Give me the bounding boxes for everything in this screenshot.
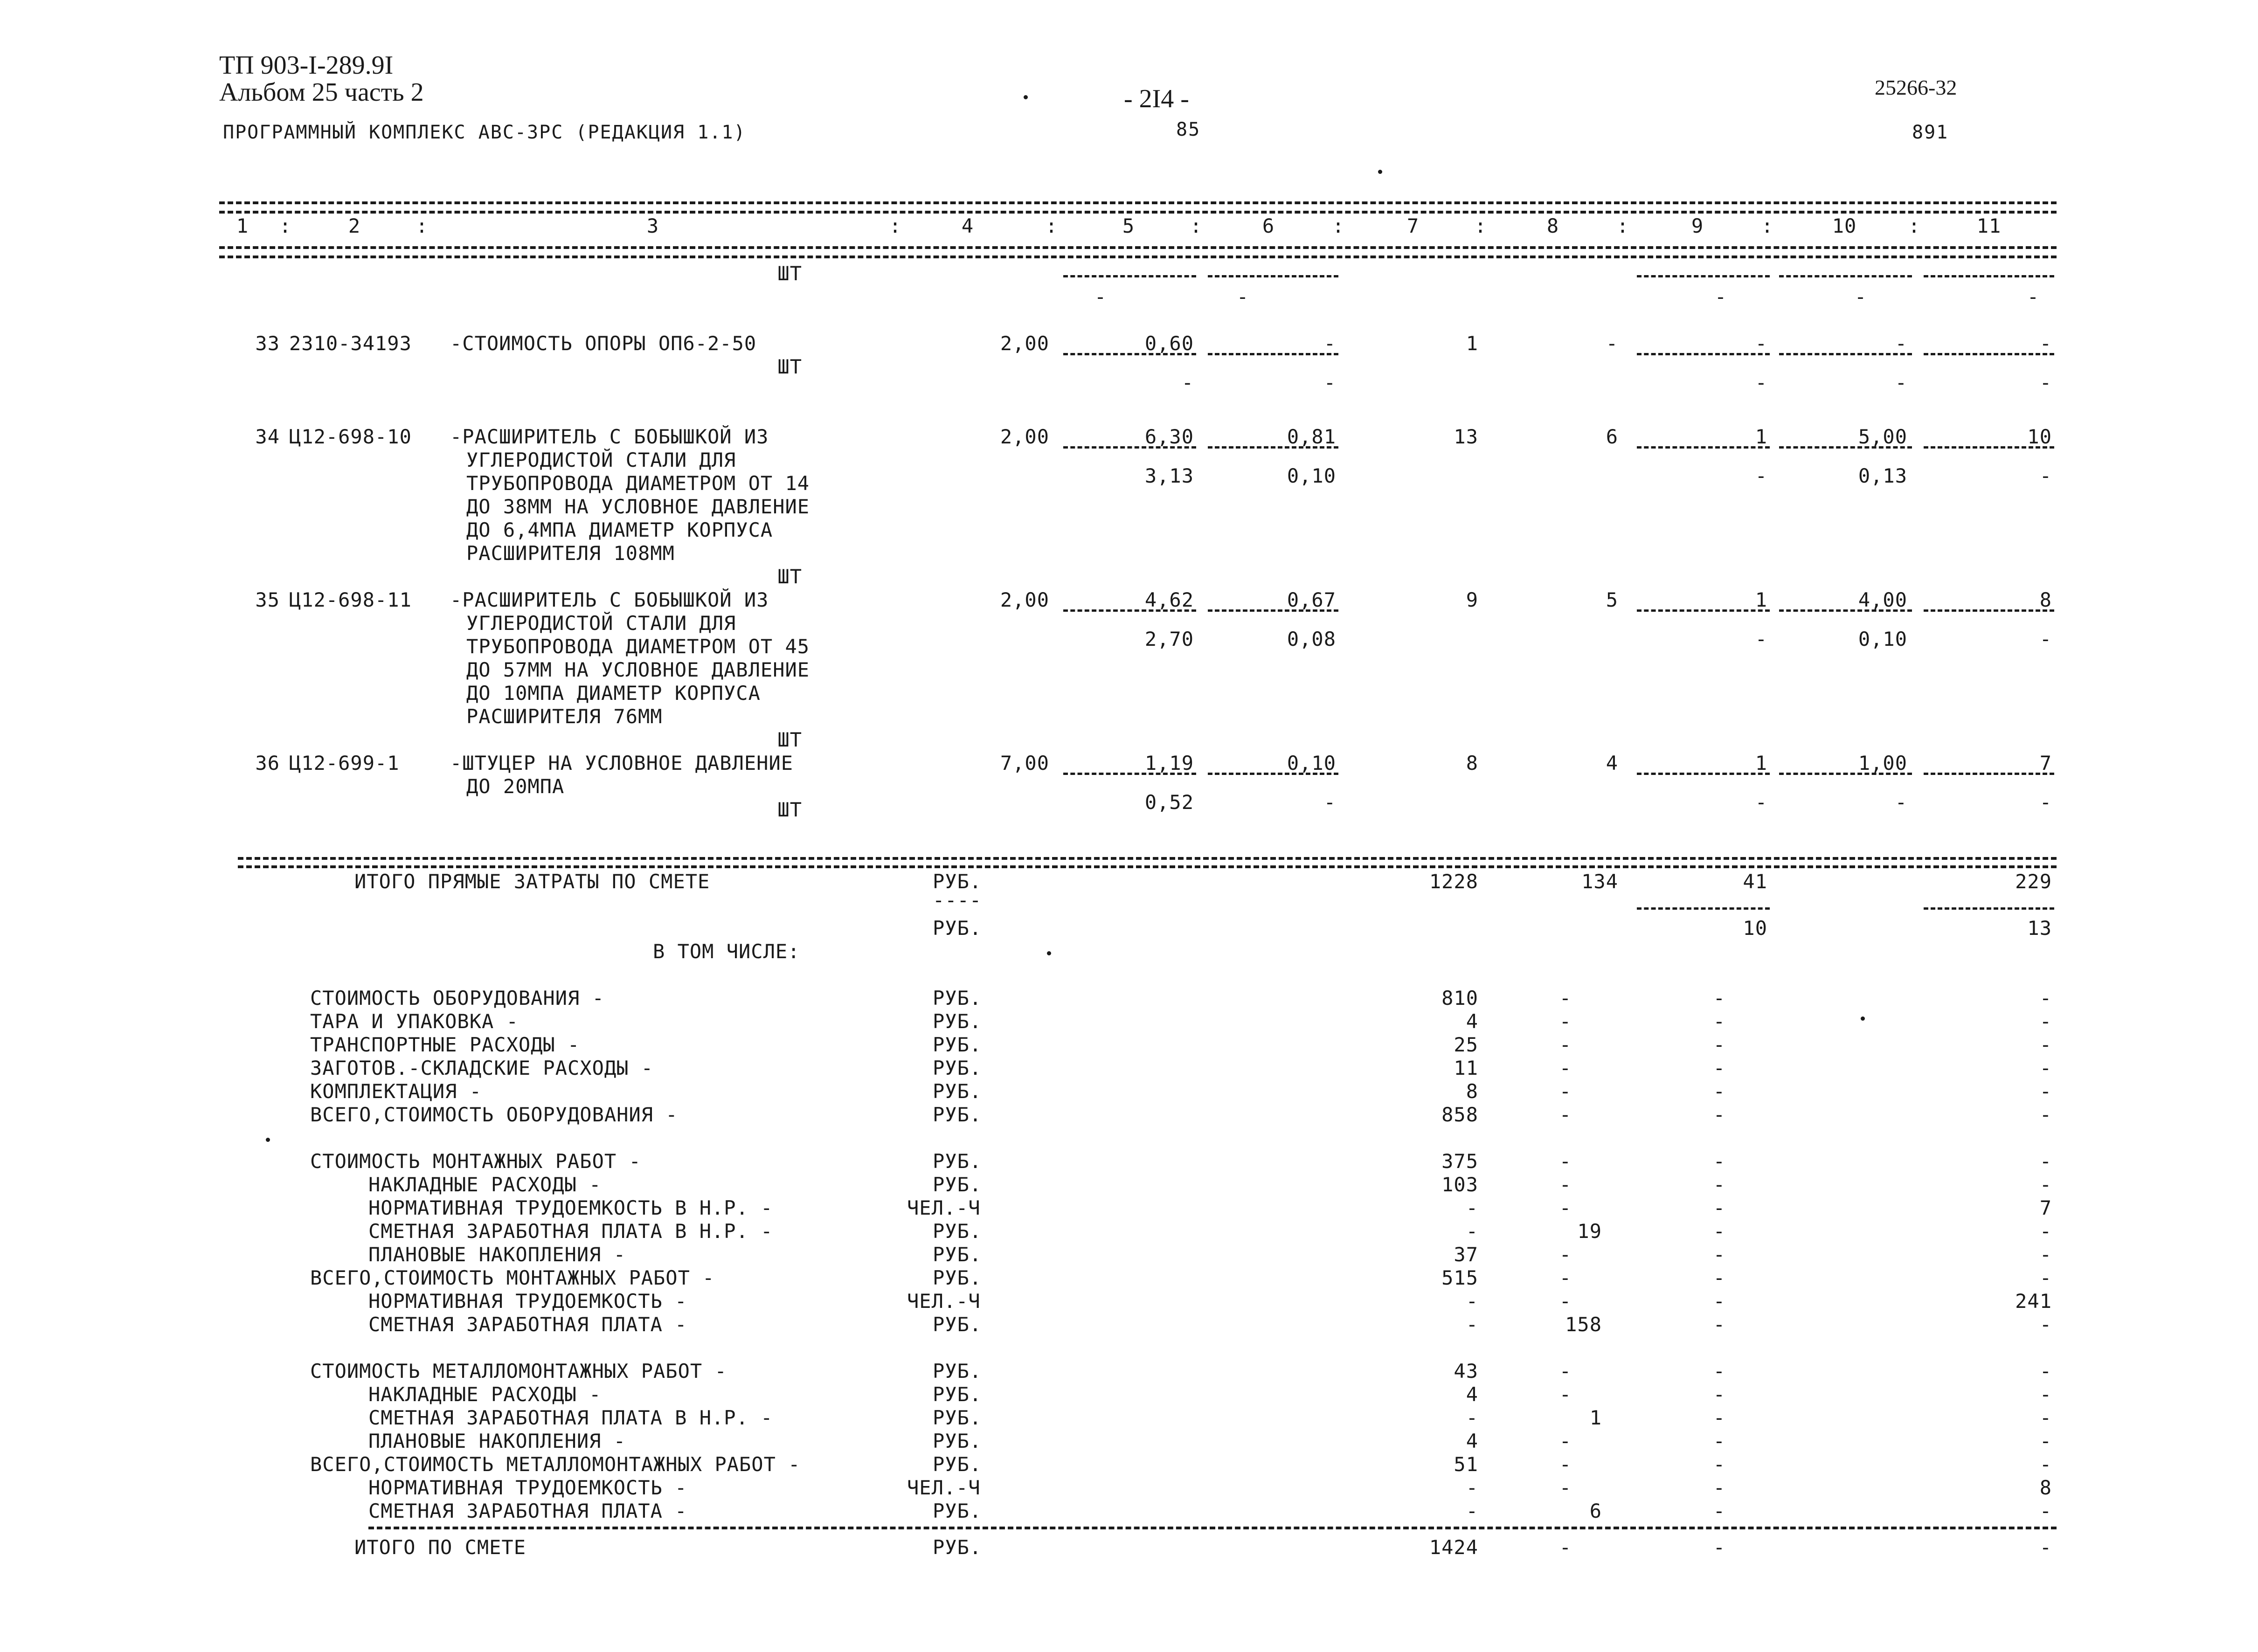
item-cost-total: 9 <box>1466 588 1478 611</box>
item-price-machines: 0,81 <box>1287 425 1336 448</box>
item-price-machines: 0,67 <box>1287 588 1336 611</box>
summary-total: 4 <box>1466 1010 1478 1033</box>
summary-labor: - <box>2039 987 2052 1009</box>
column-separator: : <box>889 214 902 237</box>
item-price-machines: 0,10 <box>1287 752 1336 774</box>
item-labor-mach-unit: 0,10 <box>1858 628 1907 650</box>
summary-label: НОРМАТИВНАЯ ТРУДОЕМКОСТЬ - <box>368 1290 687 1313</box>
item-labor-mach-unit: - <box>1895 371 1907 394</box>
continued-unit: ШТ <box>777 262 802 285</box>
item-labor-total: 10 <box>2027 425 2052 448</box>
print-speck <box>1024 95 1028 99</box>
sub-rule-c5 <box>1063 353 1196 355</box>
continued-c9: - <box>1714 285 1727 308</box>
sub-rule-c5 <box>1063 773 1196 775</box>
totals-rule-top <box>238 857 2057 860</box>
column-header-10: 10 <box>1832 214 1857 237</box>
item-cost-wages: 4 <box>1606 752 1618 774</box>
sub-rule-c5 <box>1063 275 1196 277</box>
summary-labor: - <box>2039 1360 2052 1382</box>
summary-labor: - <box>2039 1430 2052 1452</box>
sub-rule-c6 <box>1208 275 1338 277</box>
column-separator: : <box>1908 214 1921 237</box>
sub-rule-c11 <box>1924 446 2054 449</box>
item-cost-machines: 1 <box>1755 588 1767 611</box>
direct-costs-machines: 41 <box>1743 870 1767 893</box>
item-description: ДО 57ММ НА УСЛОВНОЕ ДАВЛЕНИЕ <box>466 658 810 681</box>
summary-total: 375 <box>1441 1150 1478 1173</box>
summary-total: 51 <box>1454 1453 1478 1476</box>
summary-total: - <box>1466 1220 1478 1243</box>
sub-rule-c11 <box>1924 773 2054 775</box>
summary-labor: - <box>2039 1220 2052 1243</box>
summary-machines: - <box>1713 1266 1725 1289</box>
column-header-8: 8 <box>1546 214 1559 237</box>
item-price-wages: 3,13 <box>1144 464 1194 487</box>
print-speck <box>1861 1016 1865 1021</box>
summary-machines: - <box>1713 1500 1725 1522</box>
sub-rule-c6 <box>1208 609 1338 612</box>
summary-total: 515 <box>1441 1266 1478 1289</box>
sub-rule-c11 <box>1924 353 2054 355</box>
summary-label: НАКЛАДНЫЕ РАСХОДЫ - <box>368 1173 602 1196</box>
summary-labor: - <box>2039 1453 2052 1476</box>
program-title: ПРОГРАММНЫЙ КОМПЛЕКС АВС-3РС (РЕДАКЦИЯ 1.1) <box>223 122 746 143</box>
item-quantity: 2,00 <box>1000 332 1049 355</box>
item-description: ТРУБОПРОВОДА ДИАМЕТРОМ ОТ 14 <box>466 472 810 495</box>
summary-unit: ЧЕЛ.-Ч <box>907 1290 981 1313</box>
item-description: РАСШИРИТЕЛЯ 108ММ <box>466 542 675 565</box>
summary-labor: - <box>2039 1313 2052 1336</box>
summary-unit: РУБ. <box>933 1453 982 1476</box>
summary-unit: РУБ. <box>933 1080 982 1103</box>
sub-rule-c9 <box>1637 353 1770 355</box>
summary-unit: РУБ. <box>933 987 982 1009</box>
page-number: - 2I4 - <box>1124 84 1189 113</box>
grand-total-value: 1424 <box>1429 1536 1478 1559</box>
item-price-wages: 2,70 <box>1144 628 1194 650</box>
summary-labor: - <box>2039 1383 2052 1406</box>
header-rule-mid <box>219 211 2057 214</box>
summary-machines: - <box>1713 1010 1725 1033</box>
sub-rule-c5 <box>1063 446 1196 449</box>
item-cost-wages: 5 <box>1606 588 1618 611</box>
summary-wages: - <box>1559 1360 1572 1382</box>
grand-total-label: ИТОГО ПО СМЕТЕ <box>354 1536 526 1559</box>
summary-total: - <box>1466 1406 1478 1429</box>
summary-machines: - <box>1713 987 1725 1009</box>
column-header-3: 3 <box>646 214 659 237</box>
item-description: -РАСШИРИТЕЛЬ С БОБЫШКОЙ ИЗ <box>450 588 769 611</box>
summary-total: 810 <box>1441 987 1478 1009</box>
item-description: ДО 20МПА <box>466 775 565 798</box>
sub-rule-c10 <box>1779 773 1912 775</box>
item-price-total: 0,60 <box>1144 332 1194 355</box>
summary-unit: ЧЕЛ.-Ч <box>907 1476 981 1499</box>
item-cost-mach-wages: - <box>1755 371 1767 394</box>
item-description: УГЛЕРОДИСТОЙ СТАЛИ ДЛЯ <box>466 612 736 635</box>
summary-labor: - <box>2039 1103 2052 1126</box>
column-separator: : <box>1474 214 1487 237</box>
summary-unit: РУБ. <box>933 1406 982 1429</box>
direct-costs-label: ИТОГО ПРЯМЫЕ ЗАТРАТЫ ПО СМЕТЕ <box>354 870 710 893</box>
summary-machines: - <box>1713 1220 1725 1243</box>
column-separator: : <box>1332 214 1345 237</box>
item-description: -СТОИМОСТЬ ОПОРЫ ОП6-2-50 <box>450 332 757 355</box>
item-cost-mach-wages: - <box>1755 628 1767 650</box>
summary-labor: - <box>2039 1033 2052 1056</box>
item-price-total: 6,30 <box>1144 425 1194 448</box>
subpage-number: 85 <box>1176 119 1201 140</box>
item-unit: ШТ <box>777 728 802 751</box>
sub-rule-c10 <box>1779 609 1912 612</box>
summary-wages: - <box>1559 1453 1572 1476</box>
header-rule-bottom <box>219 246 2057 249</box>
item-labor-mach-total: - <box>2039 791 2052 814</box>
print-speck <box>1378 170 1382 174</box>
summary-machines: - <box>1713 1243 1725 1266</box>
summary-label: СМЕТНАЯ ЗАРАБОТНАЯ ПЛАТА В Н.Р. - <box>368 1406 773 1429</box>
summary-unit: РУБ. <box>933 1103 982 1126</box>
item-cost-mach-wages: - <box>1755 791 1767 814</box>
item-number: 35 <box>255 588 280 611</box>
summary-total: - <box>1466 1476 1478 1499</box>
column-header-9: 9 <box>1691 214 1704 237</box>
summary-label: КОМПЛЕКТАЦИЯ - <box>310 1080 482 1103</box>
column-header-11: 11 <box>1976 214 2002 237</box>
summary-total: 4 <box>1466 1430 1478 1452</box>
summary-machines: - <box>1713 1057 1725 1079</box>
item-cost-machines: 1 <box>1755 425 1767 448</box>
summary-machines: - <box>1713 1383 1725 1406</box>
continued-c6: - <box>1236 285 1249 308</box>
grand-total-rule <box>368 1527 2057 1529</box>
summary-machines: - <box>1713 1033 1725 1056</box>
direct-costs-wages: 134 <box>1581 870 1618 893</box>
summary-label: СМЕТНАЯ ЗАРАБОТНАЯ ПЛАТА В Н.Р. - <box>368 1220 773 1243</box>
summary-labor: 7 <box>2039 1196 2052 1219</box>
direct-costs-labor: 229 <box>2015 870 2052 893</box>
summary-total: 4 <box>1466 1383 1478 1406</box>
item-unit: ШТ <box>777 565 802 588</box>
summary-total: 25 <box>1454 1033 1478 1056</box>
header-rule-bottom-2 <box>219 256 2057 258</box>
item-quantity: 2,00 <box>1000 588 1049 611</box>
summary-unit: РУБ. <box>933 1033 982 1056</box>
column-separator: : <box>1045 214 1058 237</box>
item-labor-total: - <box>2039 332 2052 355</box>
item-quantity: 2,00 <box>1000 425 1049 448</box>
item-code: Ц12-698-11 <box>289 588 412 611</box>
summary-wages: - <box>1559 1196 1572 1219</box>
column-header-6: 6 <box>1262 214 1275 237</box>
summary-unit: РУБ. <box>933 1500 982 1522</box>
header-rule-top <box>219 201 2057 204</box>
summary-label: СТОИМОСТЬ МЕТАЛЛОМОНТАЖНЫХ РАБОТ - <box>310 1360 727 1382</box>
summary-wages: - <box>1559 987 1572 1009</box>
item-unit: ШТ <box>777 798 802 821</box>
summary-machines: - <box>1713 1406 1725 1429</box>
sub-rule-c9 <box>1637 773 1770 775</box>
item-description: ДО 6,4МПА ДИАМЕТР КОРПУСА <box>466 518 773 541</box>
grand-total-machines: - <box>1713 1536 1725 1559</box>
summary-wages: - <box>1559 1383 1572 1406</box>
grand-total-wages: - <box>1559 1536 1572 1559</box>
summary-labor: 8 <box>2039 1476 2052 1499</box>
summary-labor: - <box>2039 1406 2052 1429</box>
sub-rule-c9 <box>1637 275 1770 277</box>
item-price-total: 4,62 <box>1144 588 1194 611</box>
item-labor-mach-total: - <box>2039 464 2052 487</box>
item-number: 34 <box>255 425 280 448</box>
summary-wages: - <box>1559 1103 1572 1126</box>
item-labor-mach-unit: - <box>1895 791 1907 814</box>
summary-unit: ЧЕЛ.-Ч <box>907 1196 981 1219</box>
item-number: 36 <box>255 752 280 774</box>
sheet-code: 25266-32 <box>1875 76 1957 99</box>
item-code: 2310-34193 <box>289 332 412 355</box>
item-labor-unit: 1,00 <box>1858 752 1907 774</box>
doc-code: ТП 903-I-289.9I <box>219 51 394 80</box>
item-labor-unit: - <box>1895 332 1907 355</box>
summary-machines: - <box>1713 1080 1725 1103</box>
sub-rule-c6 <box>1208 353 1338 355</box>
item-description: РАСШИРИТЕЛЯ 76ММ <box>466 705 663 728</box>
summary-wages: 19 <box>1577 1220 1602 1243</box>
column-header-4: 4 <box>961 214 974 237</box>
summary-wages: - <box>1559 1430 1572 1452</box>
item-cost-total: 13 <box>1454 425 1478 448</box>
item-price-machines: - <box>1323 332 1336 355</box>
summary-wages: - <box>1559 1033 1572 1056</box>
item-cost-total: 1 <box>1466 332 1478 355</box>
column-separator: : <box>1190 214 1203 237</box>
summary-machines: - <box>1713 1150 1725 1173</box>
summary-wages: - <box>1559 1057 1572 1079</box>
direct-costs-labor-2: 13 <box>2027 917 2052 940</box>
summary-machines: - <box>1713 1360 1725 1382</box>
summary-unit: РУБ. <box>933 1313 982 1336</box>
summary-label: ТАРА И УПАКОВКА - <box>310 1010 519 1033</box>
direct-costs-unit-2: РУБ. <box>933 917 982 940</box>
column-header-7: 7 <box>1406 214 1420 237</box>
summary-label: ВСЕГО,СТОИМОСТЬ ОБОРУДОВАНИЯ - <box>310 1103 678 1126</box>
summary-label: ТРАНСПОРТНЫЕ РАСХОДЫ - <box>310 1033 580 1056</box>
column-separator: : <box>1761 214 1774 237</box>
summary-machines: - <box>1713 1173 1725 1196</box>
item-price-wages: - <box>1181 371 1194 394</box>
summary-total: - <box>1466 1500 1478 1522</box>
summary-labor: 241 <box>2015 1290 2052 1313</box>
item-labor-unit: 5,00 <box>1858 425 1907 448</box>
summary-wages: 158 <box>1565 1313 1602 1336</box>
summary-wages: 1 <box>1589 1406 1602 1429</box>
column-separator: : <box>1616 214 1629 237</box>
item-cost-machines: - <box>1755 332 1767 355</box>
item-code: Ц12-698-10 <box>289 425 412 448</box>
direct-sub-rule-c11 <box>1924 907 2054 910</box>
item-cost-mach-wages: - <box>1755 464 1767 487</box>
sub-rule-c11 <box>1924 609 2054 612</box>
direct-costs-unit-dash: ---- <box>933 889 982 912</box>
summary-machines: - <box>1713 1430 1725 1452</box>
summary-unit: РУБ. <box>933 1173 982 1196</box>
sub-rule-c5 <box>1063 609 1196 612</box>
item-unit: ШТ <box>777 355 802 378</box>
continued-c5: - <box>1094 285 1107 308</box>
summary-total: 43 <box>1454 1360 1478 1382</box>
item-price-mach-wages: 0,08 <box>1287 628 1336 650</box>
item-code: Ц12-699-1 <box>289 752 400 774</box>
sub-rule-c11 <box>1924 275 2054 277</box>
column-header-5: 5 <box>1122 214 1135 237</box>
item-description: -ШТУЦЕР НА УСЛОВНОЕ ДАВЛЕНИЕ <box>450 752 794 774</box>
summary-unit: РУБ. <box>933 1360 982 1382</box>
summary-labor: - <box>2039 1173 2052 1196</box>
item-labor-mach-total: - <box>2039 628 2052 650</box>
summary-total: 858 <box>1441 1103 1478 1126</box>
item-price-mach-wages: - <box>1323 371 1336 394</box>
direct-costs-unit: РУБ. <box>933 870 982 893</box>
grand-total-labor: - <box>2039 1536 2052 1559</box>
item-labor-unit: 4,00 <box>1858 588 1907 611</box>
summary-machines: - <box>1713 1476 1725 1499</box>
summary-total: 11 <box>1454 1057 1478 1079</box>
summary-label: ЗАГОТОВ.-СКЛАДСКИЕ РАСХОДЫ - <box>310 1057 654 1079</box>
summary-total: 103 <box>1441 1173 1478 1196</box>
summary-labor: - <box>2039 1266 2052 1289</box>
summary-unit: РУБ. <box>933 1150 982 1173</box>
continued-c10: - <box>1854 285 1867 308</box>
summary-total: 8 <box>1466 1080 1478 1103</box>
sheet-number: 891 <box>1912 122 1949 143</box>
summary-label: СТОИМОСТЬ МОНТАЖНЫХ РАБОТ - <box>310 1150 641 1173</box>
summary-wages: - <box>1559 1243 1572 1266</box>
summary-label: ПЛАНОВЫЕ НАКОПЛЕНИЯ - <box>368 1243 626 1266</box>
including-label: В ТОМ ЧИСЛЕ: <box>653 940 800 963</box>
sub-rule-c6 <box>1208 773 1338 775</box>
summary-wages: - <box>1559 1290 1572 1313</box>
summary-wages: - <box>1559 1173 1572 1196</box>
album-label: Альбом 25 часть 2 <box>219 78 424 107</box>
summary-machines: - <box>1713 1313 1725 1336</box>
item-labor-mach-unit: 0,13 <box>1858 464 1907 487</box>
item-number: 33 <box>255 332 280 355</box>
direct-costs-mach-wages: 10 <box>1743 917 1767 940</box>
summary-unit: РУБ. <box>933 1383 982 1406</box>
summary-labor: - <box>2039 1243 2052 1266</box>
summary-machines: - <box>1713 1196 1725 1219</box>
summary-total: - <box>1466 1196 1478 1219</box>
summary-total: - <box>1466 1290 1478 1313</box>
summary-labor: - <box>2039 1080 2052 1103</box>
summary-machines: - <box>1713 1453 1725 1476</box>
item-quantity: 7,00 <box>1000 752 1049 774</box>
summary-unit: РУБ. <box>933 1010 982 1033</box>
summary-unit: РУБ. <box>933 1266 982 1289</box>
item-cost-total: 8 <box>1466 752 1478 774</box>
summary-wages: - <box>1559 1476 1572 1499</box>
summary-wages: - <box>1559 1150 1572 1173</box>
column-header-1: 1 <box>236 214 249 237</box>
sub-rule-c10 <box>1779 275 1912 277</box>
item-price-total: 1,19 <box>1144 752 1194 774</box>
print-speck <box>1047 951 1051 955</box>
summary-unit: РУБ. <box>933 1057 982 1079</box>
summary-label: СТОИМОСТЬ ОБОРУДОВАНИЯ - <box>310 987 604 1009</box>
item-description: ДО 38ММ НА УСЛОВНОЕ ДАВЛЕНИЕ <box>466 495 810 518</box>
summary-wages: - <box>1559 1010 1572 1033</box>
summary-label: СМЕТНАЯ ЗАРАБОТНАЯ ПЛАТА - <box>368 1313 687 1336</box>
print-speck <box>266 1138 270 1142</box>
item-description: УГЛЕРОДИСТОЙ СТАЛИ ДЛЯ <box>466 449 736 471</box>
item-description: ТРУБОПРОВОДА ДИАМЕТРОМ ОТ 45 <box>466 635 810 658</box>
summary-unit: РУБ. <box>933 1220 982 1243</box>
summary-label: НОРМАТИВНАЯ ТРУДОЕМКОСТЬ - <box>368 1476 687 1499</box>
item-cost-wages: - <box>1606 332 1618 355</box>
summary-label: СМЕТНАЯ ЗАРАБОТНАЯ ПЛАТА - <box>368 1500 687 1522</box>
sub-rule-c6 <box>1208 446 1338 449</box>
item-cost-machines: 1 <box>1755 752 1767 774</box>
summary-label: НОРМАТИВНАЯ ТРУДОЕМКОСТЬ В Н.Р. - <box>368 1196 773 1219</box>
summary-labor: - <box>2039 1500 2052 1522</box>
summary-unit: РУБ. <box>933 1430 982 1452</box>
item-labor-mach-total: - <box>2039 371 2052 394</box>
summary-unit: РУБ. <box>933 1243 982 1266</box>
item-description: ДО 10МПА ДИАМЕТР КОРПУСА <box>466 682 761 705</box>
direct-costs-total: 1228 <box>1429 870 1478 893</box>
summary-total: 37 <box>1454 1243 1478 1266</box>
continued-c11: - <box>2027 285 2040 308</box>
summary-label: ВСЕГО,СТОИМОСТЬ МЕТАЛЛОМОНТАЖНЫХ РАБОТ - <box>310 1453 801 1476</box>
sub-rule-c10 <box>1779 446 1912 449</box>
summary-wages: 6 <box>1589 1500 1602 1522</box>
summary-labor: - <box>2039 1010 2052 1033</box>
summary-total: - <box>1466 1313 1478 1336</box>
totals-rule-top-2 <box>238 865 2057 868</box>
item-description: -РАСШИРИТЕЛЬ С БОБЫШКОЙ ИЗ <box>450 425 769 448</box>
column-header-2: 2 <box>348 214 361 237</box>
summary-machines: - <box>1713 1290 1725 1313</box>
grand-total-unit: РУБ. <box>933 1536 982 1559</box>
summary-label: ВСЕГО,СТОИМОСТЬ МОНТАЖНЫХ РАБОТ - <box>310 1266 715 1289</box>
summary-labor: - <box>2039 1057 2052 1079</box>
summary-wages: - <box>1559 1080 1572 1103</box>
item-labor-total: 7 <box>2039 752 2052 774</box>
summary-labor: - <box>2039 1150 2052 1173</box>
summary-label: ПЛАНОВЫЕ НАКОПЛЕНИЯ - <box>368 1430 626 1452</box>
direct-sub-rule-c9 <box>1637 907 1770 910</box>
sub-rule-c10 <box>1779 353 1912 355</box>
item-price-wages: 0,52 <box>1144 791 1194 814</box>
summary-machines: - <box>1713 1103 1725 1126</box>
sub-rule-c9 <box>1637 446 1770 449</box>
column-separator: : <box>279 214 292 237</box>
column-separator: : <box>416 214 429 237</box>
item-cost-wages: 6 <box>1606 425 1618 448</box>
item-price-mach-wages: - <box>1323 791 1336 814</box>
item-price-mach-wages: 0,10 <box>1287 464 1336 487</box>
summary-wages: - <box>1559 1266 1572 1289</box>
sub-rule-c9 <box>1637 609 1770 612</box>
summary-label: НАКЛАДНЫЕ РАСХОДЫ - <box>368 1383 602 1406</box>
item-labor-total: 8 <box>2039 588 2052 611</box>
